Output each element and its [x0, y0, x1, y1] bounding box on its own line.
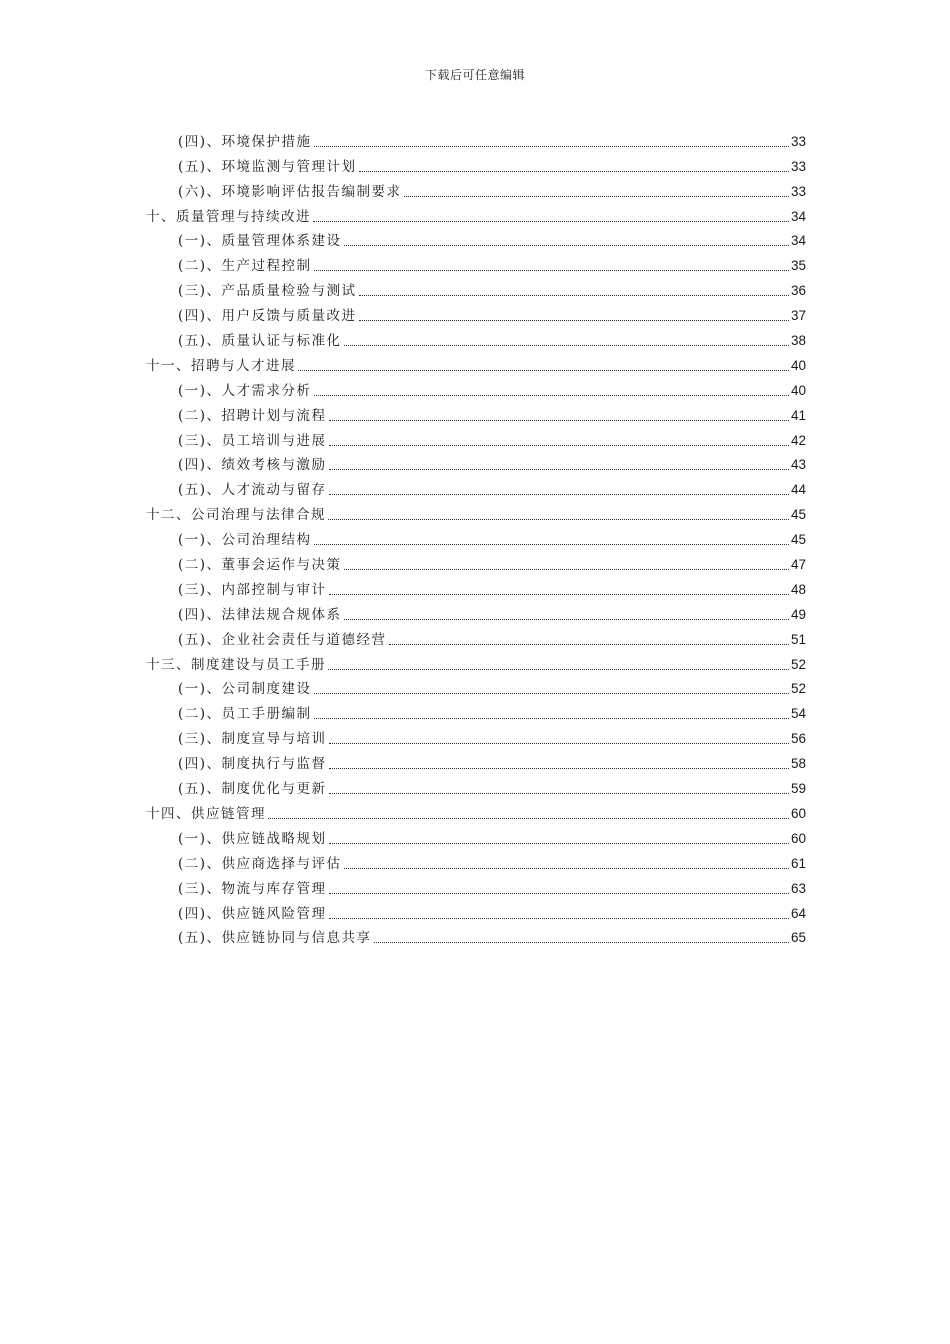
- toc-page-number: 58: [790, 756, 806, 772]
- toc-page-number: 43: [790, 457, 806, 473]
- toc-entry-title: (一)、人才需求分析: [178, 382, 312, 399]
- toc-page-number: 38: [790, 333, 806, 349]
- toc-page-number: 40: [790, 357, 806, 373]
- toc-entry-title: (二)、供应商选择与评估: [178, 855, 342, 872]
- dot-leader: [404, 196, 789, 197]
- toc-entry-title: (二)、董事会运作与决策: [178, 557, 342, 574]
- toc-section-link[interactable]: [146, 873, 806, 898]
- dot-leader: [359, 295, 789, 296]
- toc-section-link[interactable]: [146, 748, 806, 773]
- toc-entry-title: (三)、内部控制与审计: [178, 581, 327, 598]
- toc-entry-title: (四)、制度执行与监督: [178, 756, 327, 773]
- dot-leader: [329, 893, 789, 894]
- toc-chapter-link[interactable]: [146, 350, 806, 375]
- toc-entry-title: (二)、生产过程控制: [178, 258, 312, 275]
- toc-section-link[interactable]: [146, 425, 806, 450]
- dot-leader: [328, 669, 789, 670]
- toc-page-number: 59: [790, 781, 806, 797]
- toc-entry-title: (三)、员工培训与进展: [178, 432, 327, 449]
- dot-leader: [313, 221, 789, 222]
- dot-leader: [314, 693, 789, 694]
- dot-leader: [314, 270, 789, 271]
- toc-section-link[interactable]: [146, 723, 806, 748]
- toc-page-number: 54: [790, 706, 806, 722]
- toc-page-number: 45: [790, 507, 806, 523]
- toc-section-link[interactable]: [146, 300, 806, 325]
- toc-section-link[interactable]: [146, 126, 806, 151]
- dot-leader: [314, 395, 789, 396]
- toc-page-number: 51: [790, 631, 806, 647]
- toc-section-link[interactable]: [146, 848, 806, 873]
- toc-section-link[interactable]: [146, 375, 806, 400]
- toc-entry-title: (五)、环境监测与管理计划: [178, 158, 357, 175]
- toc-section-link[interactable]: [146, 698, 806, 723]
- toc-page-number: 64: [790, 905, 806, 921]
- toc-section-link[interactable]: [146, 524, 806, 549]
- toc-entry-title: (三)、物流与库存管理: [178, 880, 327, 897]
- dot-leader: [329, 494, 789, 495]
- toc-entry-title: 十三、制度建设与员工手册: [146, 656, 326, 673]
- toc-entry-title: (四)、绩效考核与激励: [178, 457, 327, 474]
- toc-page-number: 40: [790, 382, 806, 398]
- toc-section-link[interactable]: [146, 898, 806, 923]
- toc-chapter-link[interactable]: [146, 798, 806, 823]
- toc-page-number: 44: [790, 482, 806, 498]
- toc-entry-title: (四)、法律法规合规体系: [178, 606, 342, 623]
- toc-entry-title: (五)、企业社会责任与道德经营: [178, 631, 387, 648]
- toc-section-link[interactable]: [146, 325, 806, 350]
- toc-page-number: 52: [790, 681, 806, 697]
- toc-entry-title: 十四、供应链管理: [146, 805, 266, 822]
- toc-entry-title: (一)、公司治理结构: [178, 532, 312, 549]
- toc-page-number: 35: [790, 258, 806, 274]
- toc-entry-title: (二)、招聘计划与流程: [178, 407, 327, 424]
- dot-leader: [329, 420, 789, 421]
- toc-chapter-link[interactable]: [146, 649, 806, 674]
- toc-page-number: 47: [790, 557, 806, 573]
- toc-entry-title: (一)、质量管理体系建设: [178, 233, 342, 250]
- toc-section-link[interactable]: [146, 400, 806, 425]
- toc-page-number: 60: [790, 805, 806, 821]
- toc-entry-title: (四)、供应链风险管理: [178, 905, 327, 922]
- dot-leader: [329, 793, 789, 794]
- toc-section-link[interactable]: [146, 773, 806, 798]
- dot-leader: [359, 171, 789, 172]
- dot-leader: [329, 594, 789, 595]
- toc-section-link[interactable]: [146, 674, 806, 699]
- dot-leader: [314, 718, 789, 719]
- toc-page-number: 61: [790, 855, 806, 871]
- toc-page-number: 63: [790, 880, 806, 896]
- dot-leader: [344, 569, 789, 570]
- dot-leader: [329, 743, 789, 744]
- dot-leader: [344, 868, 789, 869]
- toc-section-link[interactable]: [146, 624, 806, 649]
- toc-entry-title: 十二、公司治理与法律合规: [146, 507, 326, 524]
- dot-leader: [268, 818, 789, 819]
- toc-page-number: 33: [790, 133, 806, 149]
- toc-page-number: 49: [790, 606, 806, 622]
- dot-leader: [329, 445, 789, 446]
- toc-entry-title: (五)、制度优化与更新: [178, 781, 327, 798]
- toc-page-number: 34: [790, 208, 806, 224]
- toc-section-link[interactable]: [146, 151, 806, 176]
- dot-leader: [314, 146, 789, 147]
- toc-entry-title: (四)、环境保护措施: [178, 133, 312, 150]
- dot-leader: [329, 469, 789, 470]
- toc-page-number: 48: [790, 581, 806, 597]
- dot-leader: [359, 320, 789, 321]
- toc-chapter-link[interactable]: [146, 499, 806, 524]
- dot-leader: [389, 644, 789, 645]
- toc-page-number: 33: [790, 158, 806, 174]
- toc-section-link[interactable]: [146, 176, 806, 201]
- toc-page-number: 34: [790, 233, 806, 249]
- toc-page-number: 65: [790, 930, 806, 946]
- dot-leader: [344, 245, 789, 246]
- toc-entry-title: 十一、招聘与人才进展: [146, 357, 296, 374]
- toc-page-number: 42: [790, 432, 806, 448]
- toc-entry-title: 十、质量管理与持续改进: [146, 208, 311, 225]
- dot-leader: [298, 370, 789, 371]
- toc-entry-title: (三)、制度宣导与培训: [178, 731, 327, 748]
- dot-leader: [328, 519, 789, 520]
- toc-page-number: 56: [790, 731, 806, 747]
- toc-page-number: 36: [790, 283, 806, 299]
- toc-entry-title: (四)、用户反馈与质量改进: [178, 308, 357, 325]
- toc-section-link[interactable]: [146, 275, 806, 300]
- toc-entry-title: (一)、供应链战略规划: [178, 830, 327, 847]
- toc-section-link[interactable]: [146, 599, 806, 624]
- toc-page-number: 60: [790, 830, 806, 846]
- toc-section-link[interactable]: [146, 923, 806, 948]
- dot-leader: [344, 619, 789, 620]
- toc-chapter-link[interactable]: [146, 201, 806, 226]
- toc-section-link[interactable]: [146, 823, 806, 848]
- toc-entry-title: (三)、产品质量检验与测试: [178, 283, 357, 300]
- toc-entry-title: (五)、人才流动与留存: [178, 482, 327, 499]
- toc-section-link[interactable]: [146, 450, 806, 475]
- toc-section-link[interactable]: [146, 574, 806, 599]
- dot-leader: [329, 918, 789, 919]
- toc-entry-title: (二)、员工手册编制: [178, 706, 312, 723]
- toc-entry-title: (六)、环境影响评估报告编制要求: [178, 183, 402, 200]
- dot-leader: [374, 942, 789, 943]
- dot-leader: [329, 768, 789, 769]
- toc-page-number: 52: [790, 656, 806, 672]
- toc-section-link[interactable]: [146, 250, 806, 275]
- toc-section-link[interactable]: [146, 226, 806, 251]
- table-of-contents: [146, 126, 806, 947]
- toc-page-number: 37: [790, 308, 806, 324]
- toc-page-number: 45: [790, 532, 806, 548]
- toc-page-number: 41: [790, 407, 806, 423]
- toc-entry-title: (一)、公司制度建设: [178, 681, 312, 698]
- toc-entry-title: (五)、质量认证与标准化: [178, 333, 342, 350]
- toc-section-link[interactable]: [146, 474, 806, 499]
- dot-leader: [344, 345, 789, 346]
- dot-leader: [329, 843, 789, 844]
- toc-page-number: 33: [790, 183, 806, 199]
- toc-section-link[interactable]: [146, 549, 806, 574]
- dot-leader: [314, 544, 789, 545]
- toc-entry-title: (五)、供应链协同与信息共享: [178, 930, 372, 947]
- page-header: 下载后可任意编辑: [424, 68, 525, 82]
